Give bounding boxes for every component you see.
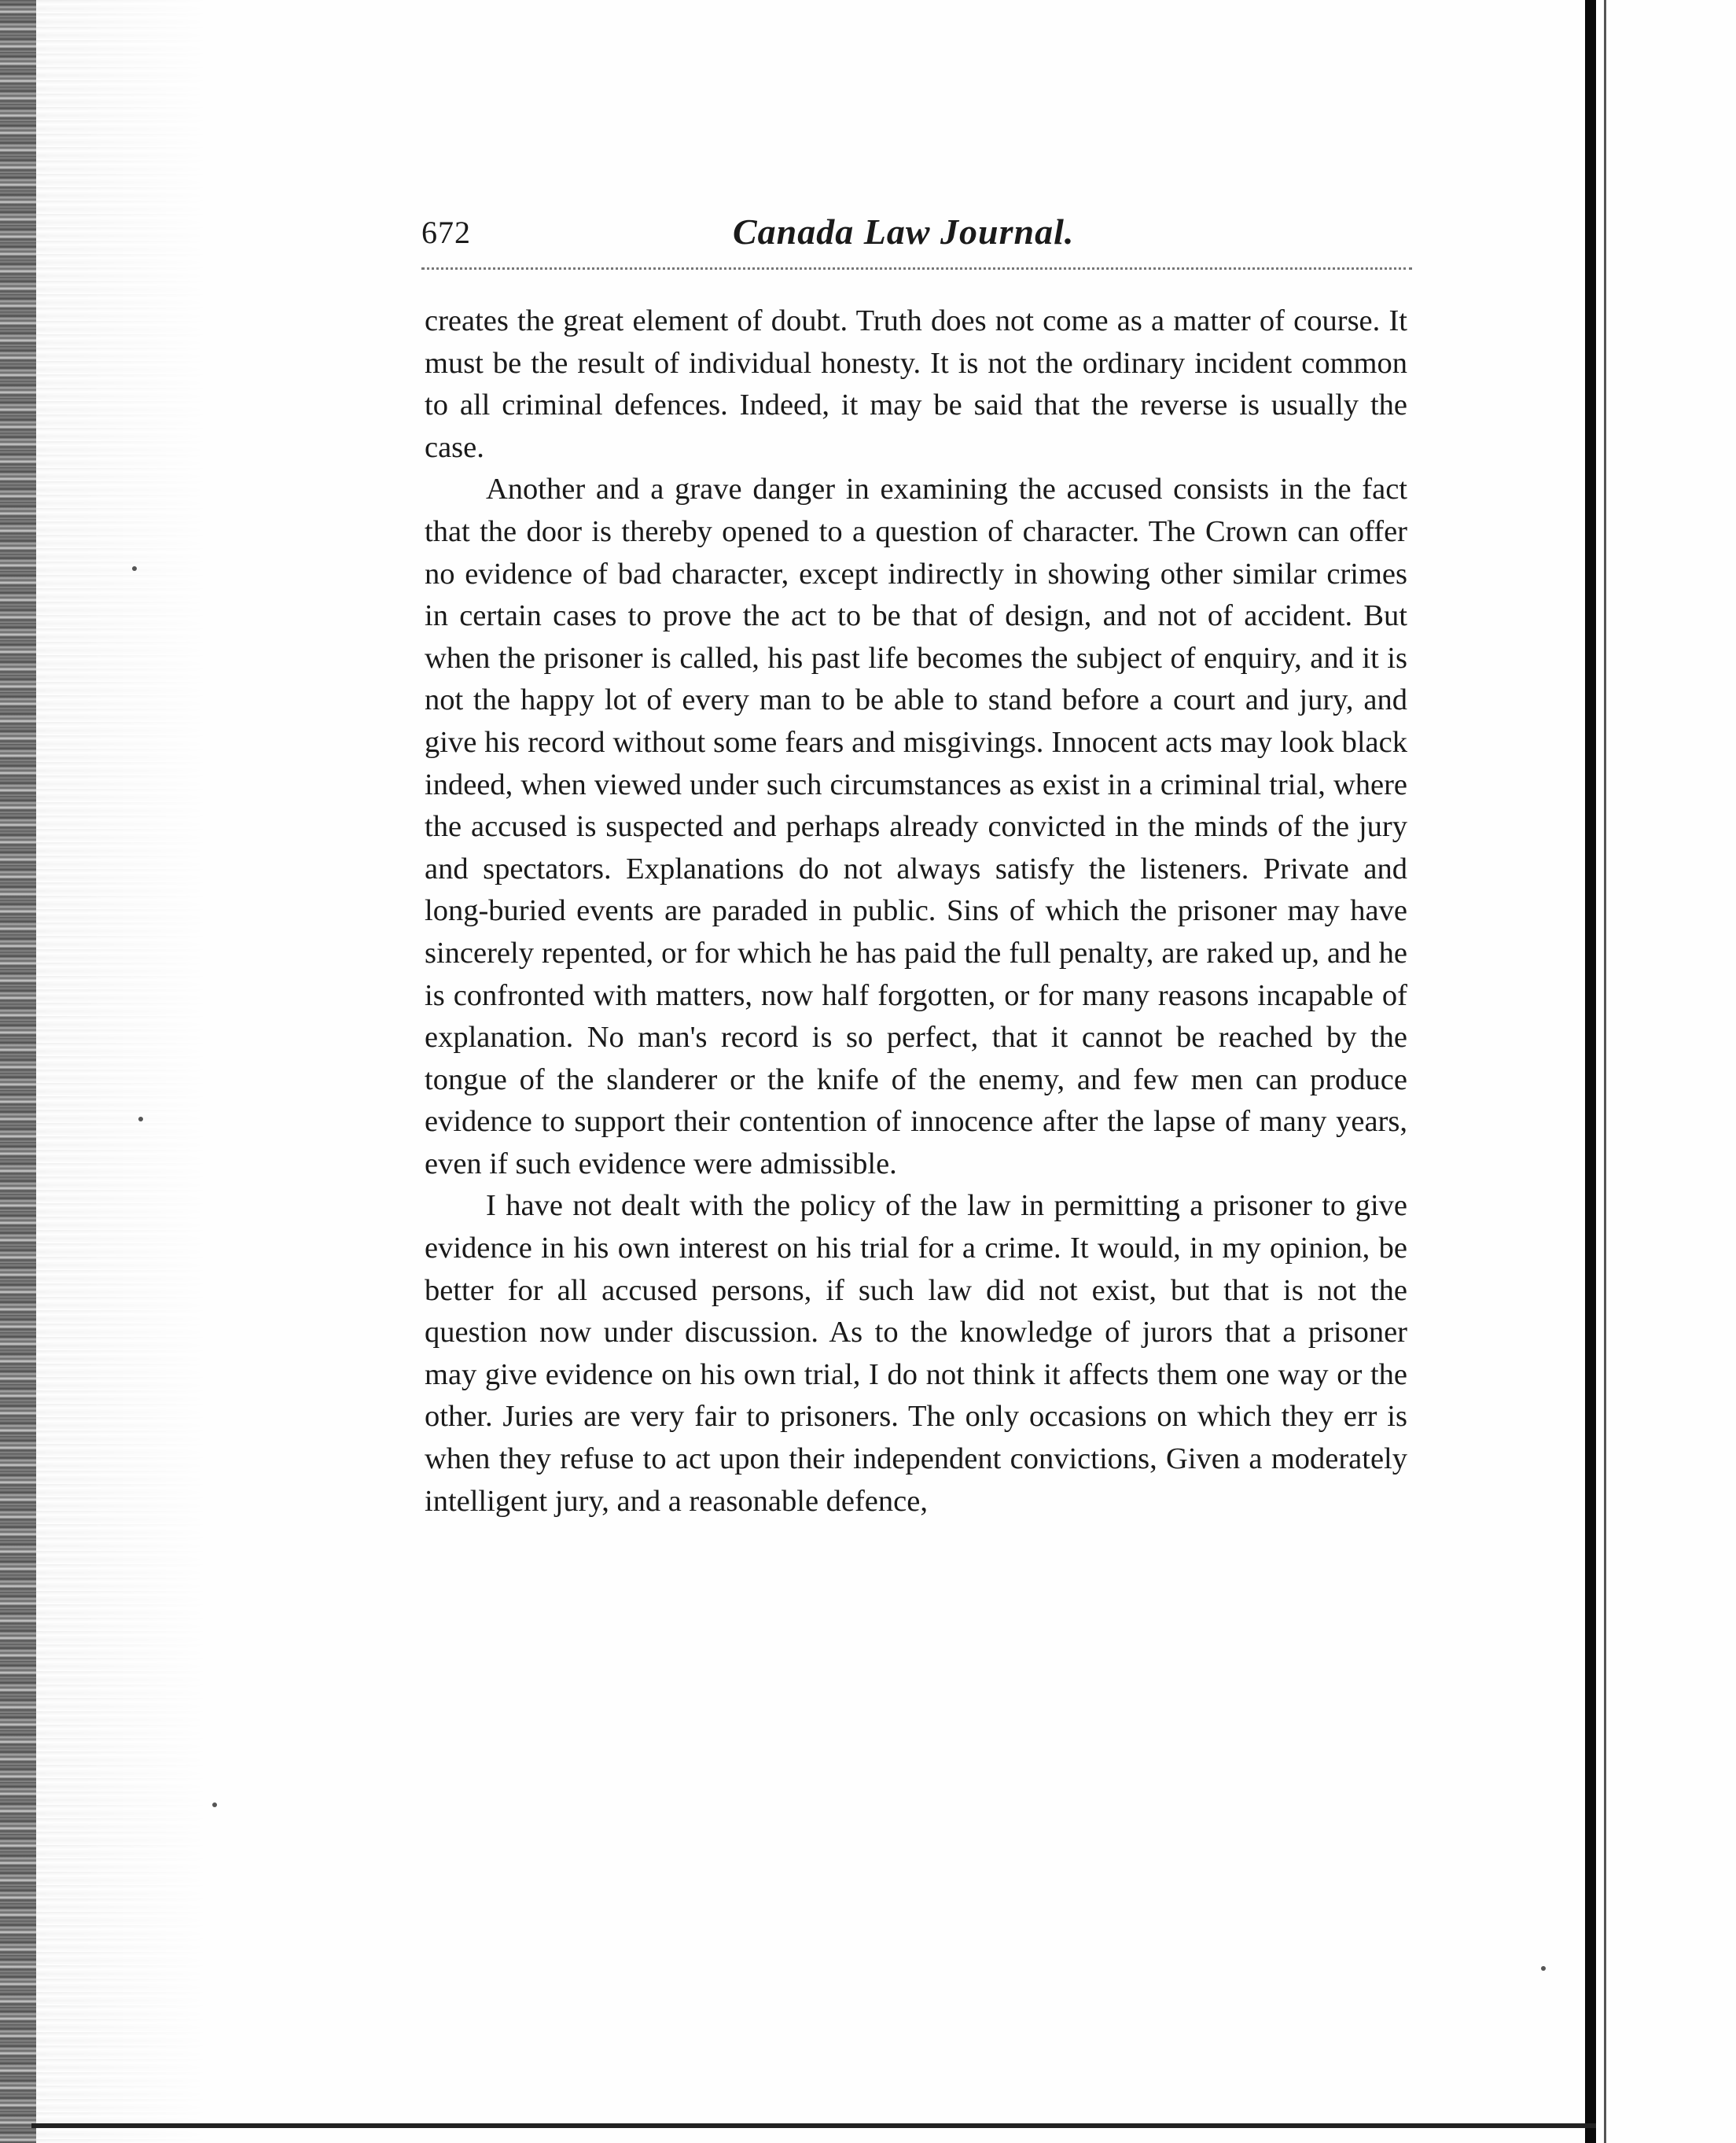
binding-shadow [36, 0, 209, 2143]
paragraph: creates the great element of doubt. Truth does not come as a matter of course. It must be the result of individual honesty. It is not the ordinary incident common to all criminal defences. Indeed, it may be said that the reverse is usually the case. [425, 304, 1407, 464]
right-frame-rule [1585, 0, 1596, 2143]
scan-speck [1541, 1966, 1546, 1971]
paragraph: Another and a grave danger in examining the accused consists in the fact that the door is thereby opened to a question of character. The Crown can offer no evidence of bad character, except indirectly in showing other similar crimes in certain cases to prove the act to be that of design, and not of accident. But when the prisoner is called, his past life becomes the subject of enquiry, and it is not the happy lot of every man to be able to stand before a court and jury, and give his record without some fears and misgivings. Innocent acts may look black indeed, when viewed under such circumstances as exist in a criminal trial, where the accused is suspected and perhaps already convicted in the minds of the jury and spectators. Explanations do not always satisfy the listeners. Private and long-buried events are paraded in public. Sins of which the prisoner may have sincerely repented, or for which he has paid the full penalty, are raked up, and he is confronted with matters, now half forgotten, or for many reasons incapable of explanation. No man's record is so perfect, that it cannot be reached by the tongue of the slanderer or the knife of the enemy, and few men can produce evidence to support their contention of innocence after the lapse of many years, even if such evidence were admissible. [425, 473, 1407, 1180]
page-number: 672 [421, 215, 471, 250]
paragraph: I have not dealt with the policy of the law in permitting a prisoner to give evidence in his own interest on his trial for a crime. It would, in my opinion, be better for all accused persons, if such law did not exist, but that is not the question now under discussion. As to the knowledge of jurors that a prisoner may give evidence on his own trial, I do not think it affects them one way or the other. Juries are very fair to prisoners. The only occasions on which they err is when they refuse to act upon their independent convictions, Given a moderately intelligent jury, and a reasonable defence, [425, 1189, 1407, 1518]
scan-speck [138, 1117, 143, 1121]
journal-title: Canada Law Journal. [733, 212, 1075, 252]
binding-edge [0, 0, 36, 2143]
scan-speck [132, 566, 137, 571]
bottom-frame-rule [31, 2123, 1596, 2128]
article-body [425, 300, 1407, 1523]
header-rule [421, 267, 1412, 270]
scan-speck [212, 1802, 217, 1807]
running-header [421, 211, 1412, 266]
right-frame-thin-rule [1604, 0, 1606, 2143]
